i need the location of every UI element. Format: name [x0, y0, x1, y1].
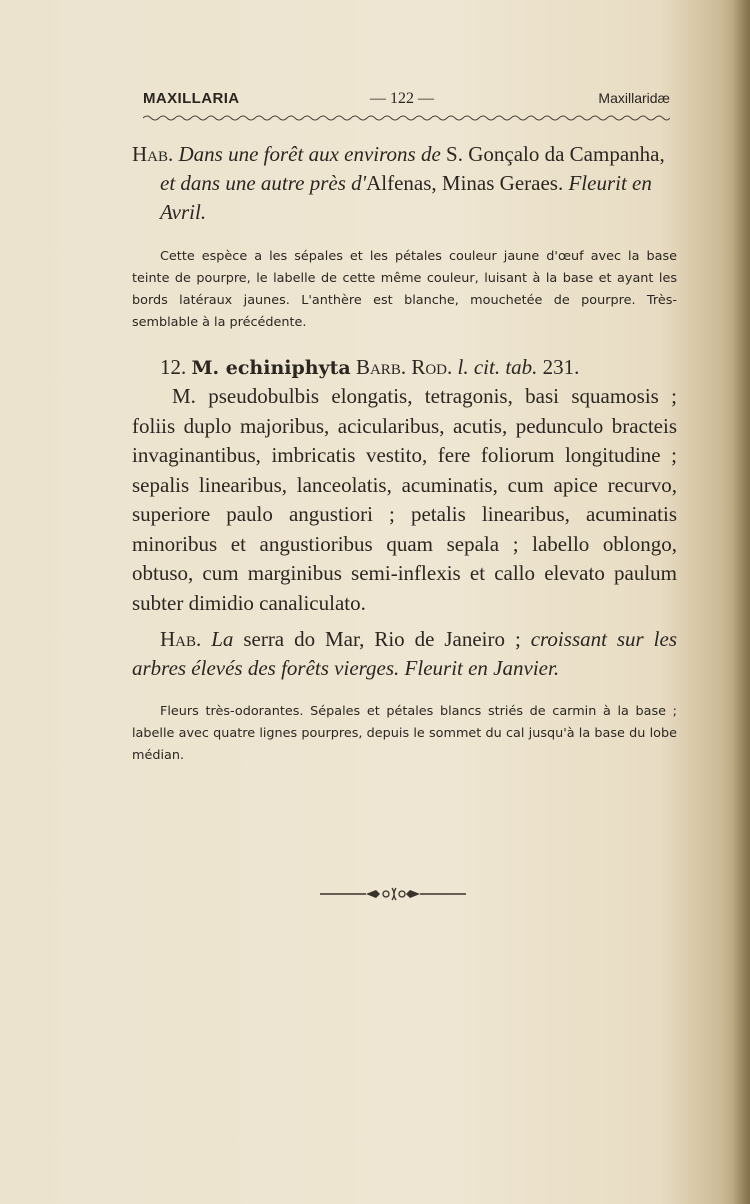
habitat-text: serra do Mar, Rio de Janeiro ; [243, 627, 521, 651]
description-text: M. pseudobulbis elongatis, tetragonis, basi squamosis ; foliis duplo majoribus, acicularibus, acutis, pedunculo bracteis invaginantibus, imbricatis vestito, fere foliorum longitudine ; sepalis linearibus, lanceolatis, acuminatis, cum apice recurvo, superiore paulo angustiori ; petalis linearibus, acuminatis minoribus et angustioribus quam sepala ; labello oblongo, obtuso, cum marginibus semi-inflexis et callo elevato paulum subter dimidio canaliculato. [132, 384, 677, 615]
habitat-paragraph-1 [132, 140, 677, 227]
flowering-time: Fleurit en Avril. [160, 171, 652, 224]
species-author: Barb. Rod. [355, 355, 453, 379]
habitat-label: Hab. [160, 627, 202, 651]
note-text: Cette espèce a les sépales et les pétales couleur jaune d'œuf avec la base teinte de pourpre, le labelle de cette même couleur, luisant à la base et ayant les bords latéraux jaunes. L'anthère est blanche, mouchetée de pourpre. Très-semblable à la précédente. [132, 249, 677, 330]
plate-number: 231. [542, 355, 580, 379]
habitat-text: et dans une autre près d' [160, 171, 367, 195]
species-heading [160, 352, 670, 383]
latin-description [132, 382, 677, 618]
habitat-text: S. Gonçalo da Campanha, [446, 142, 665, 166]
header-wavy-rule [143, 113, 670, 123]
citation: l. cit. tab. [457, 355, 538, 379]
header-family: Maxillaridæ [598, 90, 670, 106]
fleuron-ornament [320, 884, 466, 904]
page-number: — 122 — [370, 90, 434, 107]
habitat-label: Hab. [132, 142, 174, 166]
habitat-text: La [211, 627, 234, 651]
color-note-1 [132, 246, 677, 334]
habitat-text: Alfenas, Minas Geraes. [366, 171, 564, 195]
header-genus: MAXILLARIA [143, 90, 240, 107]
page-edge-shadow [732, 0, 750, 1204]
note-text: Fleurs très-odorantes. Sépales et pétales blancs striés de carmin à la base ; labelle avec quatre lignes pourpres, depuis le sommet du cal jusqu'à la base du lobe médian. [132, 704, 677, 763]
habitat-text: Dans une forêt aux environs de [178, 142, 441, 166]
habitat-text: croissant sur les arbres élevés des forêts vierges. Fleurit en Janvier. [132, 627, 677, 680]
species-name: M. echiniphyta [191, 357, 351, 379]
color-note-2 [132, 701, 677, 767]
habitat-paragraph-2 [132, 625, 677, 683]
species-number: 12. [160, 355, 187, 379]
